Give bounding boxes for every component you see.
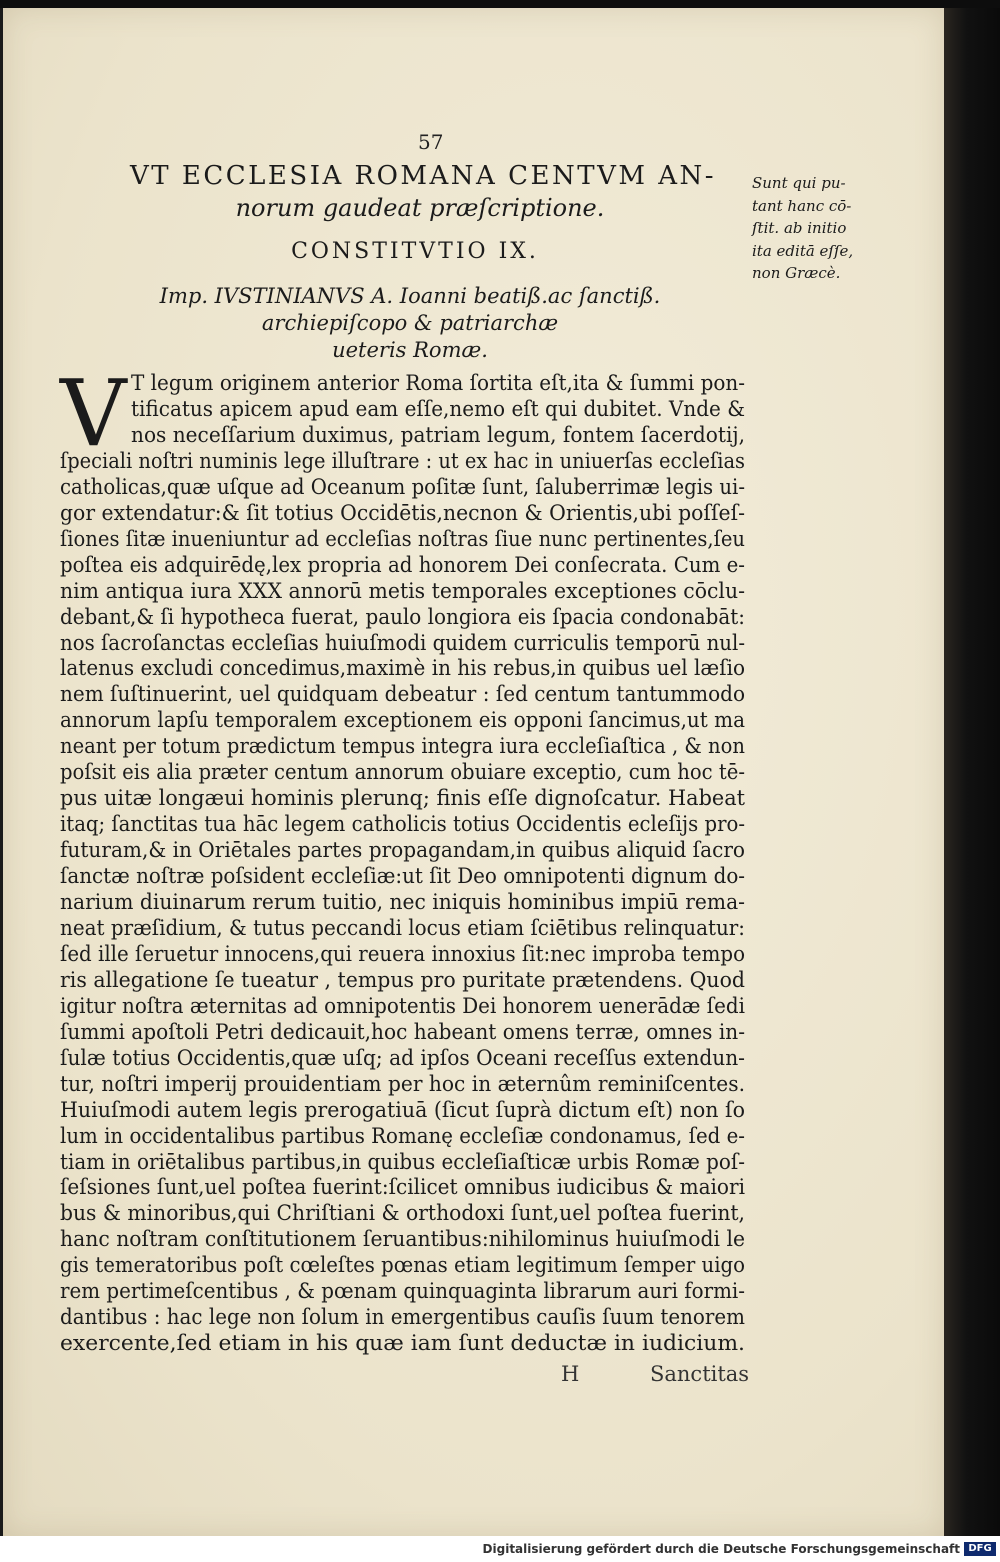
body-line: poſtea eis adquirēdę,lex propria ad honorem Dei conſecrata. Cum e-	[60, 552, 745, 577]
margin-note-line: ita editā eſſe,	[752, 241, 854, 260]
body-line: annorum lapſu temporalem exceptionem eis opponi ſancimus,ut ma	[60, 708, 745, 733]
body-line: latenus excludi concedimus,maximè in his rebus,in quibus uel læſio	[60, 656, 745, 681]
body-line: neat præſidium, & tutus peccandi locus etiam ſciētibus relinquatur:	[60, 915, 745, 940]
body-line: lum in occidentalibus partibus Romanę eccleſiæ condonamus, ſed e-	[60, 1123, 745, 1148]
body-line: tiam in oriētalibus partibus,in quibus eccleſiaſticæ urbis Romæ poſ-	[60, 1149, 745, 1174]
body-line: igitur noſtra æternitas ad omnipotentis Dei honorem uenerādæ ſedi	[60, 993, 745, 1018]
body-line: hanc noſtram conſtitutionem ſeruantibus:nihilominus huiuſmodi le	[60, 1227, 745, 1252]
drop-capital: V	[60, 360, 127, 467]
body-line: poſsit eis alia præter centum annorum obuiare exceptio, cum hoc tē-	[60, 760, 745, 785]
body-line: dantibus : hac lege non ſolum in emergentibus cauſis ſuum tenorem	[60, 1305, 745, 1330]
constitution-heading: CONSTITVTIO IX.	[291, 239, 539, 264]
margin-note-line: non Græcè.	[752, 264, 841, 282]
body-line: tificatus apicem apud eam eſſe,nemo eſt qui dubitet. Vnde &	[131, 396, 745, 421]
body-line: ſiones ſitæ inueniuntur ad eccleſias noſtras ſiue nunc pertinentes,ſeu	[60, 526, 745, 551]
body-line: tur, noſtri imperij prouidentiam per hoc in æternûm reminiſcentes.	[60, 1071, 745, 1096]
title-line-2: norum gaudeat præſcriptione.	[235, 194, 605, 222]
body-line: ſed ille ſeruetur innocens,qui reuera innoxius ſit:nec improba tempo	[60, 941, 745, 966]
body-line: bus & minoribus,qui Chriſtiani & orthodoxi ſunt,uel poſtea fuerint,	[60, 1201, 745, 1226]
body-line: itaq; ſanctitas tua hāc legem catholicis totius Occidentis ecleſijs pro-	[60, 812, 745, 837]
body-line: gor extendatur:& ſit totius Occidētis,necnon & Orientis,ubi poſſeſ-	[60, 500, 745, 525]
body-line: T legum originem anterior Roma ſortita eſt,ita & ſummi pon-	[131, 371, 745, 395]
dfg-logo: DFG	[964, 1542, 996, 1556]
title-line-1: VT ECCLESIA ROMANA CENTVM AN-	[130, 161, 717, 191]
body-line: futuram,& in Oriētales partes propagandam,in quibus aliquid ſacro	[60, 838, 745, 863]
margin-note-line: Sunt qui pu-	[752, 174, 846, 192]
body-line: ſeſsiones ſunt,uel poſtea fuerint:ſcilicet omnibus iudicibus & maiori	[60, 1175, 745, 1200]
body-line: neant per totum prædictum tempus integra iura eccleſiaſtica , & non	[60, 734, 745, 759]
margin-note-line: ſtit. ab initio	[752, 219, 847, 237]
body-line: ſummi apoſtoli Petri dedicauit,hoc habeant omens terræ, omnes in-	[60, 1019, 745, 1044]
body-line: exercente,ſed etiam in his quæ iam ſunt deductæ in iudicium.	[60, 1331, 745, 1356]
inscription-line-1: Imp. IVSTINIANVS A. Ioanni beatiß.ac ſanctiß.	[159, 284, 661, 308]
body-line: ſanctæ noſtræ poſsident eccleſiæ:ut ſit Deo omnipotenti dignum do-	[60, 864, 745, 889]
body-line: debant,& ſi hypotheca fuerat, paulo longiora eis ſpacia condonabāt:	[60, 604, 745, 629]
margin-note	[752, 172, 892, 285]
body-line: Huiuſmodi autem legis prerogatiuā (ſicut ſuprà dictum eſt) non ſo	[60, 1097, 745, 1122]
body-line: ſpeciali noſtri numinis lege illuſtrare : ut ex hac in uniuerſas eccleſias	[60, 448, 745, 473]
body-line: narium diuinarum rerum tuitio, nec iniquis hominibus impiū rema-	[60, 890, 745, 914]
top-border	[0, 0, 1000, 8]
inscription-line-3: ueteris Romæ.	[332, 338, 488, 362]
body-line: ſulæ totius Occidentis,quæ uſq; ad ipſos Oceani receſſus extendun-	[60, 1045, 745, 1070]
inscription-line-2: archiepiſcopo & patriarchæ	[261, 311, 559, 335]
body-line: catholicas,quæ uſque ad Oceanum poſitæ ſunt, ſaluberrimæ legis ui-	[60, 474, 745, 499]
folio-number: 57	[418, 130, 444, 154]
body-line: ris allegatione ſe tueatur , tempus pro puritate prætendens. Quod	[60, 967, 745, 992]
body-line: nim antiqua iura XXX annorū metis temporales exceptiones cōclu-	[60, 578, 745, 603]
body-line: nem ſuſtinuerint, uel quidquam debeatur : ſed centum tantummodo	[60, 682, 745, 707]
margin-note-line: tant hanc cō-	[752, 196, 852, 215]
body-line: rem pertimeſcentibus , & pœnam quinquaginta librarum auri formi-	[60, 1279, 745, 1304]
body-line: nos ſacroſanctas eccleſias huiuſmodi quidem curriculis temporū nul-	[60, 630, 745, 655]
signature-mark: H	[561, 1362, 580, 1386]
page-edge-shadow	[944, 8, 1000, 1536]
body-line: nos neceſſarium duximus, patriam legum, fontem ſacerdotij,	[131, 422, 745, 447]
body-line: pus uitæ longæui hominis plerunq; finis eſſe dignoſcatur. Habeat	[60, 786, 745, 811]
catchword: Sanctitas	[650, 1362, 750, 1386]
body-line: gis temeratoribus poſt cœleſtes pœnas etiam legitimum ſemper uigo	[60, 1253, 745, 1278]
footer-credit: Digitalisierung gefördert durch die Deutsche Forschungsgemeinschaft	[482, 1542, 960, 1556]
